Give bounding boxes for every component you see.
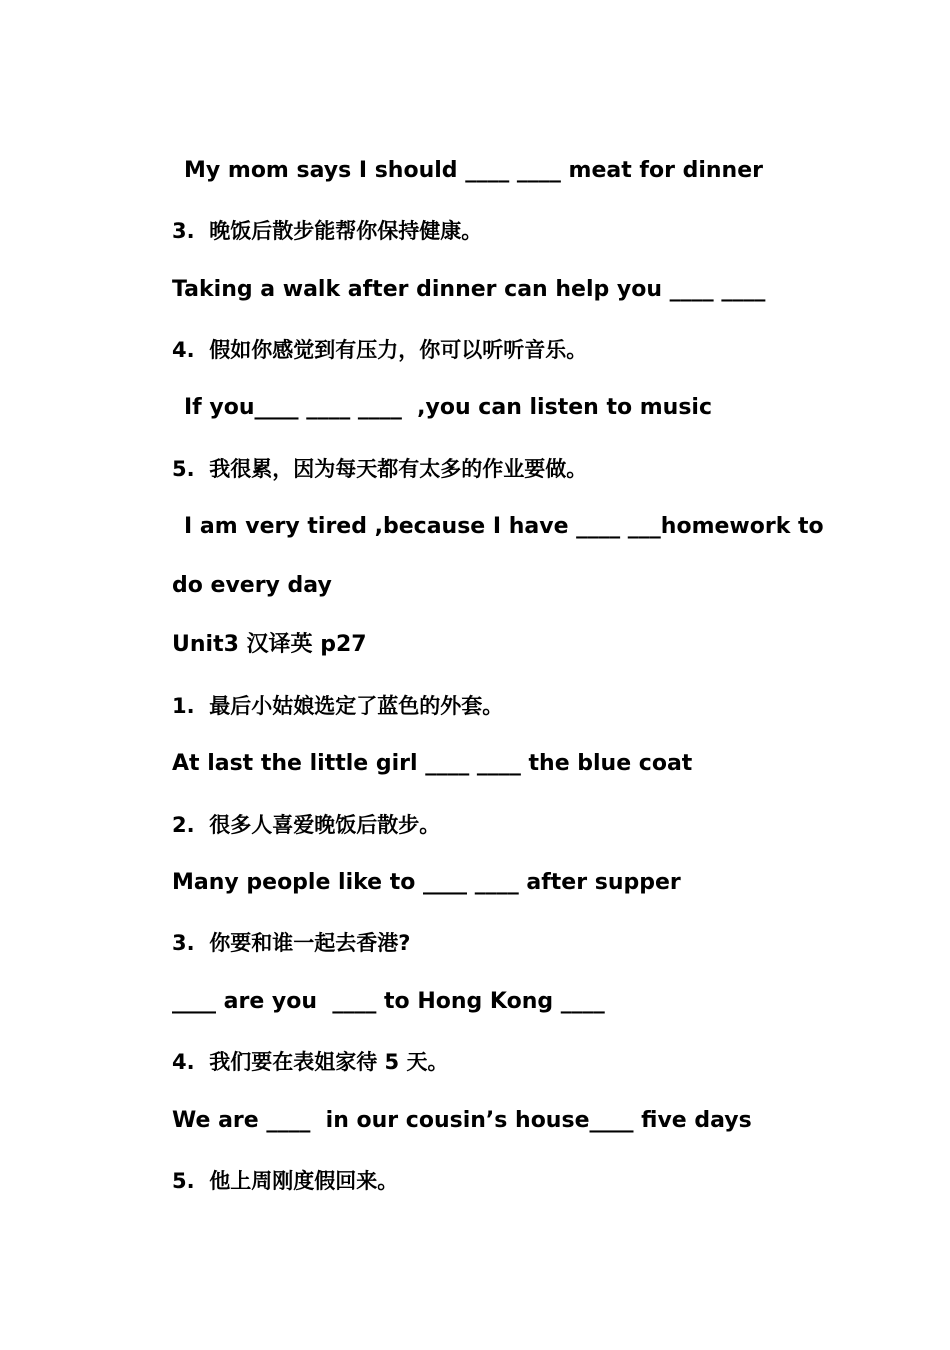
sentence-en-walk-healthy: Taking a walk after dinner can help you ____ ____ (172, 277, 766, 302)
question-4-cn: 4. 假如你感觉到有压力，你可以听听音乐。 (172, 338, 588, 362)
sentence-en-mom-meat: My mom says I should ____ ____ meat for dinner (184, 158, 763, 183)
question-3b-cn: 3. 你要和谁一起去香港? (172, 931, 411, 955)
question-1-cn: 1. 最后小姑娘选定了蓝色的外套。 (172, 694, 504, 718)
question-4b-cn: 4. 我们要在表姐家待 5 天。 (172, 1050, 449, 1074)
sentence-en-hong-kong: ____ are you ____ to Hong Kong ____ (172, 989, 605, 1014)
question-2-cn: 2. 很多人喜爱晚饭后散步。 (172, 813, 441, 837)
sentence-en-stress-music: If you____ ____ ____ ,you can listen to music (184, 395, 712, 420)
sentence-en-tired-homework-cont: do every day (172, 573, 332, 598)
question-5b-cn: 5. 他上周刚度假回来。 (172, 1169, 399, 1193)
section-heading-unit3: Unit3 汉译英 p27 (172, 632, 367, 657)
question-5-cn: 5. 我很累，因为每天都有太多的作业要做。 (172, 457, 588, 481)
question-3-cn: 3. 晚饭后散步能帮你保持健康。 (172, 219, 483, 243)
sentence-en-blue-coat: At last the little girl ____ ____ the blue coat (172, 751, 693, 776)
sentence-en-tired-homework: I am very tired ,because I have ____ ___homework to (184, 514, 824, 539)
sentence-en-cousin-house: We are ____ in our cousin’s house____ five days (172, 1108, 752, 1133)
sentence-en-walk-supper: Many people like to ____ ____ after supper (172, 870, 681, 895)
